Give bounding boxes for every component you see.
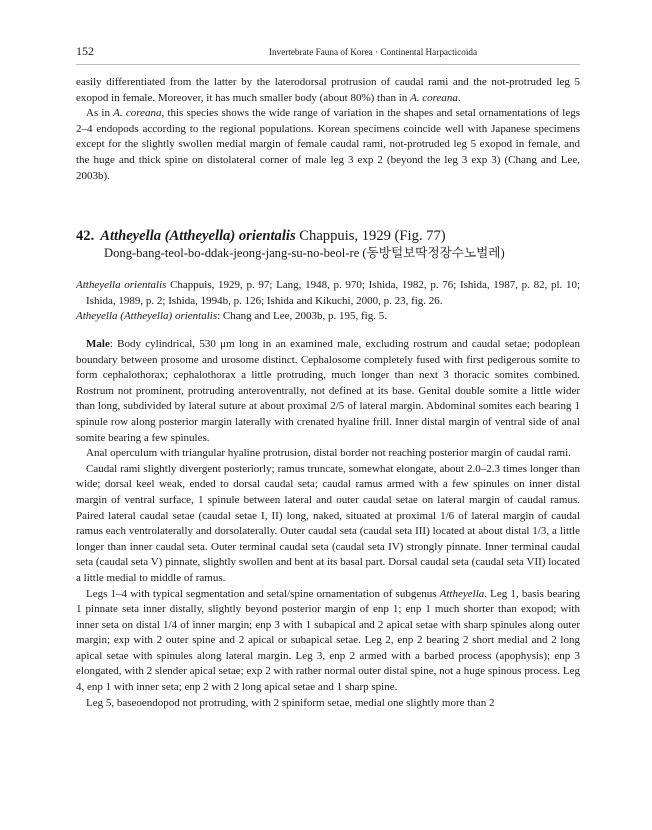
header-rule (76, 64, 580, 65)
caudal-paragraph: Caudal rami slightly divergent posteriorly; ramus truncate, somewhat elongate, about 2.0–2.3 times longer than wide; dorsal keel weak, ended to dorsal caudal seta; caudal ramus armed with a few spinules on inner distal margin of ventral surface, 1 spinule between lateral and outer caudal setae on lateral margin of caudal ramus. Paired lateral caudal setae (caudal setae I, II) long, naked, situated at proximal 1/6 of lateral margin of caudal ramus each ventrolaterally and dorsolaterally. Outer caudal seta (caudal seta III) located at about distal 1/3, a little longer than inner caudal seta. Outer terminal caudal seta (caudal seta IV) strongly pinnate. Inner terminal caudal seta (caudal seta V) pinnate, slightly swollen and bent at its basal part. Dorsal caudal seta (caudal seta VII) located a little medial to middle of ramus. (76, 462, 580, 584)
korean-name: Dong-bang-teol-bo-ddak-jeong-jang-su-no-beol-re (동방털보딱정장수노벌레) (104, 246, 505, 260)
species-heading (76, 227, 596, 245)
male-paragraph: Male: Body cylindrical, 530 μm long in an examined male, excluding rostrum and caudal setae; podoplean boundary between prosome and urosome distinct. Cephalosome completely fused with first pedigerous somite to form cephalothorax; cephalothorax a little protruding, much longer than next 3 thoracic somites combined. Rostrum not prominent, protruding anteroventrally, not defined at its base. Genital double somite a little wider than long, subdivided by lateral suture at about proximal 2/5 of lateral margin. Abdominal somites each bearing 1 spinule row along posterior margin laterally with crenated hyaline frill. Inner distal margin of ventral side of anal somite bearing a few spinules. (76, 338, 580, 444)
species-name: Attheyella (Attheyella) orientalis (100, 228, 296, 244)
leg5-paragraph: Leg 5, baseoendopod not protruding, with 2 spiniform setae, medial one slightly more than 2 (86, 696, 495, 709)
legs-paragraph: Legs 1–4 with typical segmentation and setal/spine ornamentation of subgenus Attheyella. Leg 1, basis bearing 1 pinnate seta inner distally, slightly beyond posterior margin of enp 1; enp 1 much shorter than exopod; with inner seta on distal 1/4 of inner margin; enp 3 with 1 subapical and 2 apical setae with sharp spinules along outer margin; exp with 2 outer spine and 2 apical or subapical setae. Leg 2, enp 2 bearing 2 short medial and 2 long apical setae with spinules along lateral margin. Leg 3, enp 2 armed with a barbed process (apophysis); enp 3 elongated, with 2 slender apical setae; exp 2 with rather normal outer distal spine, not a huge spinous process. Leg 4, enp 1 with inner seta; enp 2 with 2 long apical setae and 1 sharp spine. (76, 587, 581, 694)
intro-text (76, 75, 580, 184)
intro-paragraph-2: As in A. coreana, this species shows the wide range of variation in the shapes and setal ornamentations of legs 2–4 endopods according to the regional populations. Korean specimens coincide well with Japanese specimens except for the slightly swollen medial margin of female caudal rami, not-protruded leg 5 exopod in female, and the huge and thick spine on distolateral corner of male leg 3 exp 2 (beyond the leg 3 exp 3) (Chang and Lee, 2003b). (76, 107, 581, 182)
synonymy-entry: Attheyella orientalis Chappuis, 1929, p. 97; Lang, 1948, p. 970; Ishida, 1982, p. 76; Ishida, 1987, p. 82, pl. 10; Ishida, 1989, p. 2; Ishida, 1994b, p. 126; Ishida and Kikuchi, 2000, p. 23, fig. 26. (76, 279, 580, 307)
species-number: 42. (76, 228, 95, 244)
page-number: 152 (76, 44, 94, 58)
intro-paragraph-1: easily differentiated from the latter by the laterodorsal protrusion of caudal rami and the not-protruded leg 5 exopod in female. Moreover, it has much smaller body (about 80%) than in A. coreana. (76, 76, 580, 104)
synonymy-entry: Atheyella (Attheyella) orientalis: Chang and Lee, 2003b, p. 195, fig. 5. (76, 310, 387, 323)
synonymy-list (76, 278, 580, 325)
page-header (76, 44, 580, 60)
running-head: Invertebrate Fauna of Korea · Continental Harpacticoida (268, 47, 478, 57)
description-text (76, 337, 580, 711)
species-author: Chappuis, 1929 (Fig. 77) (299, 228, 446, 244)
anal-paragraph: Anal operculum with triangular hyaline protrusion, distal border not reaching posterior margin of caudal rami. (86, 447, 571, 460)
